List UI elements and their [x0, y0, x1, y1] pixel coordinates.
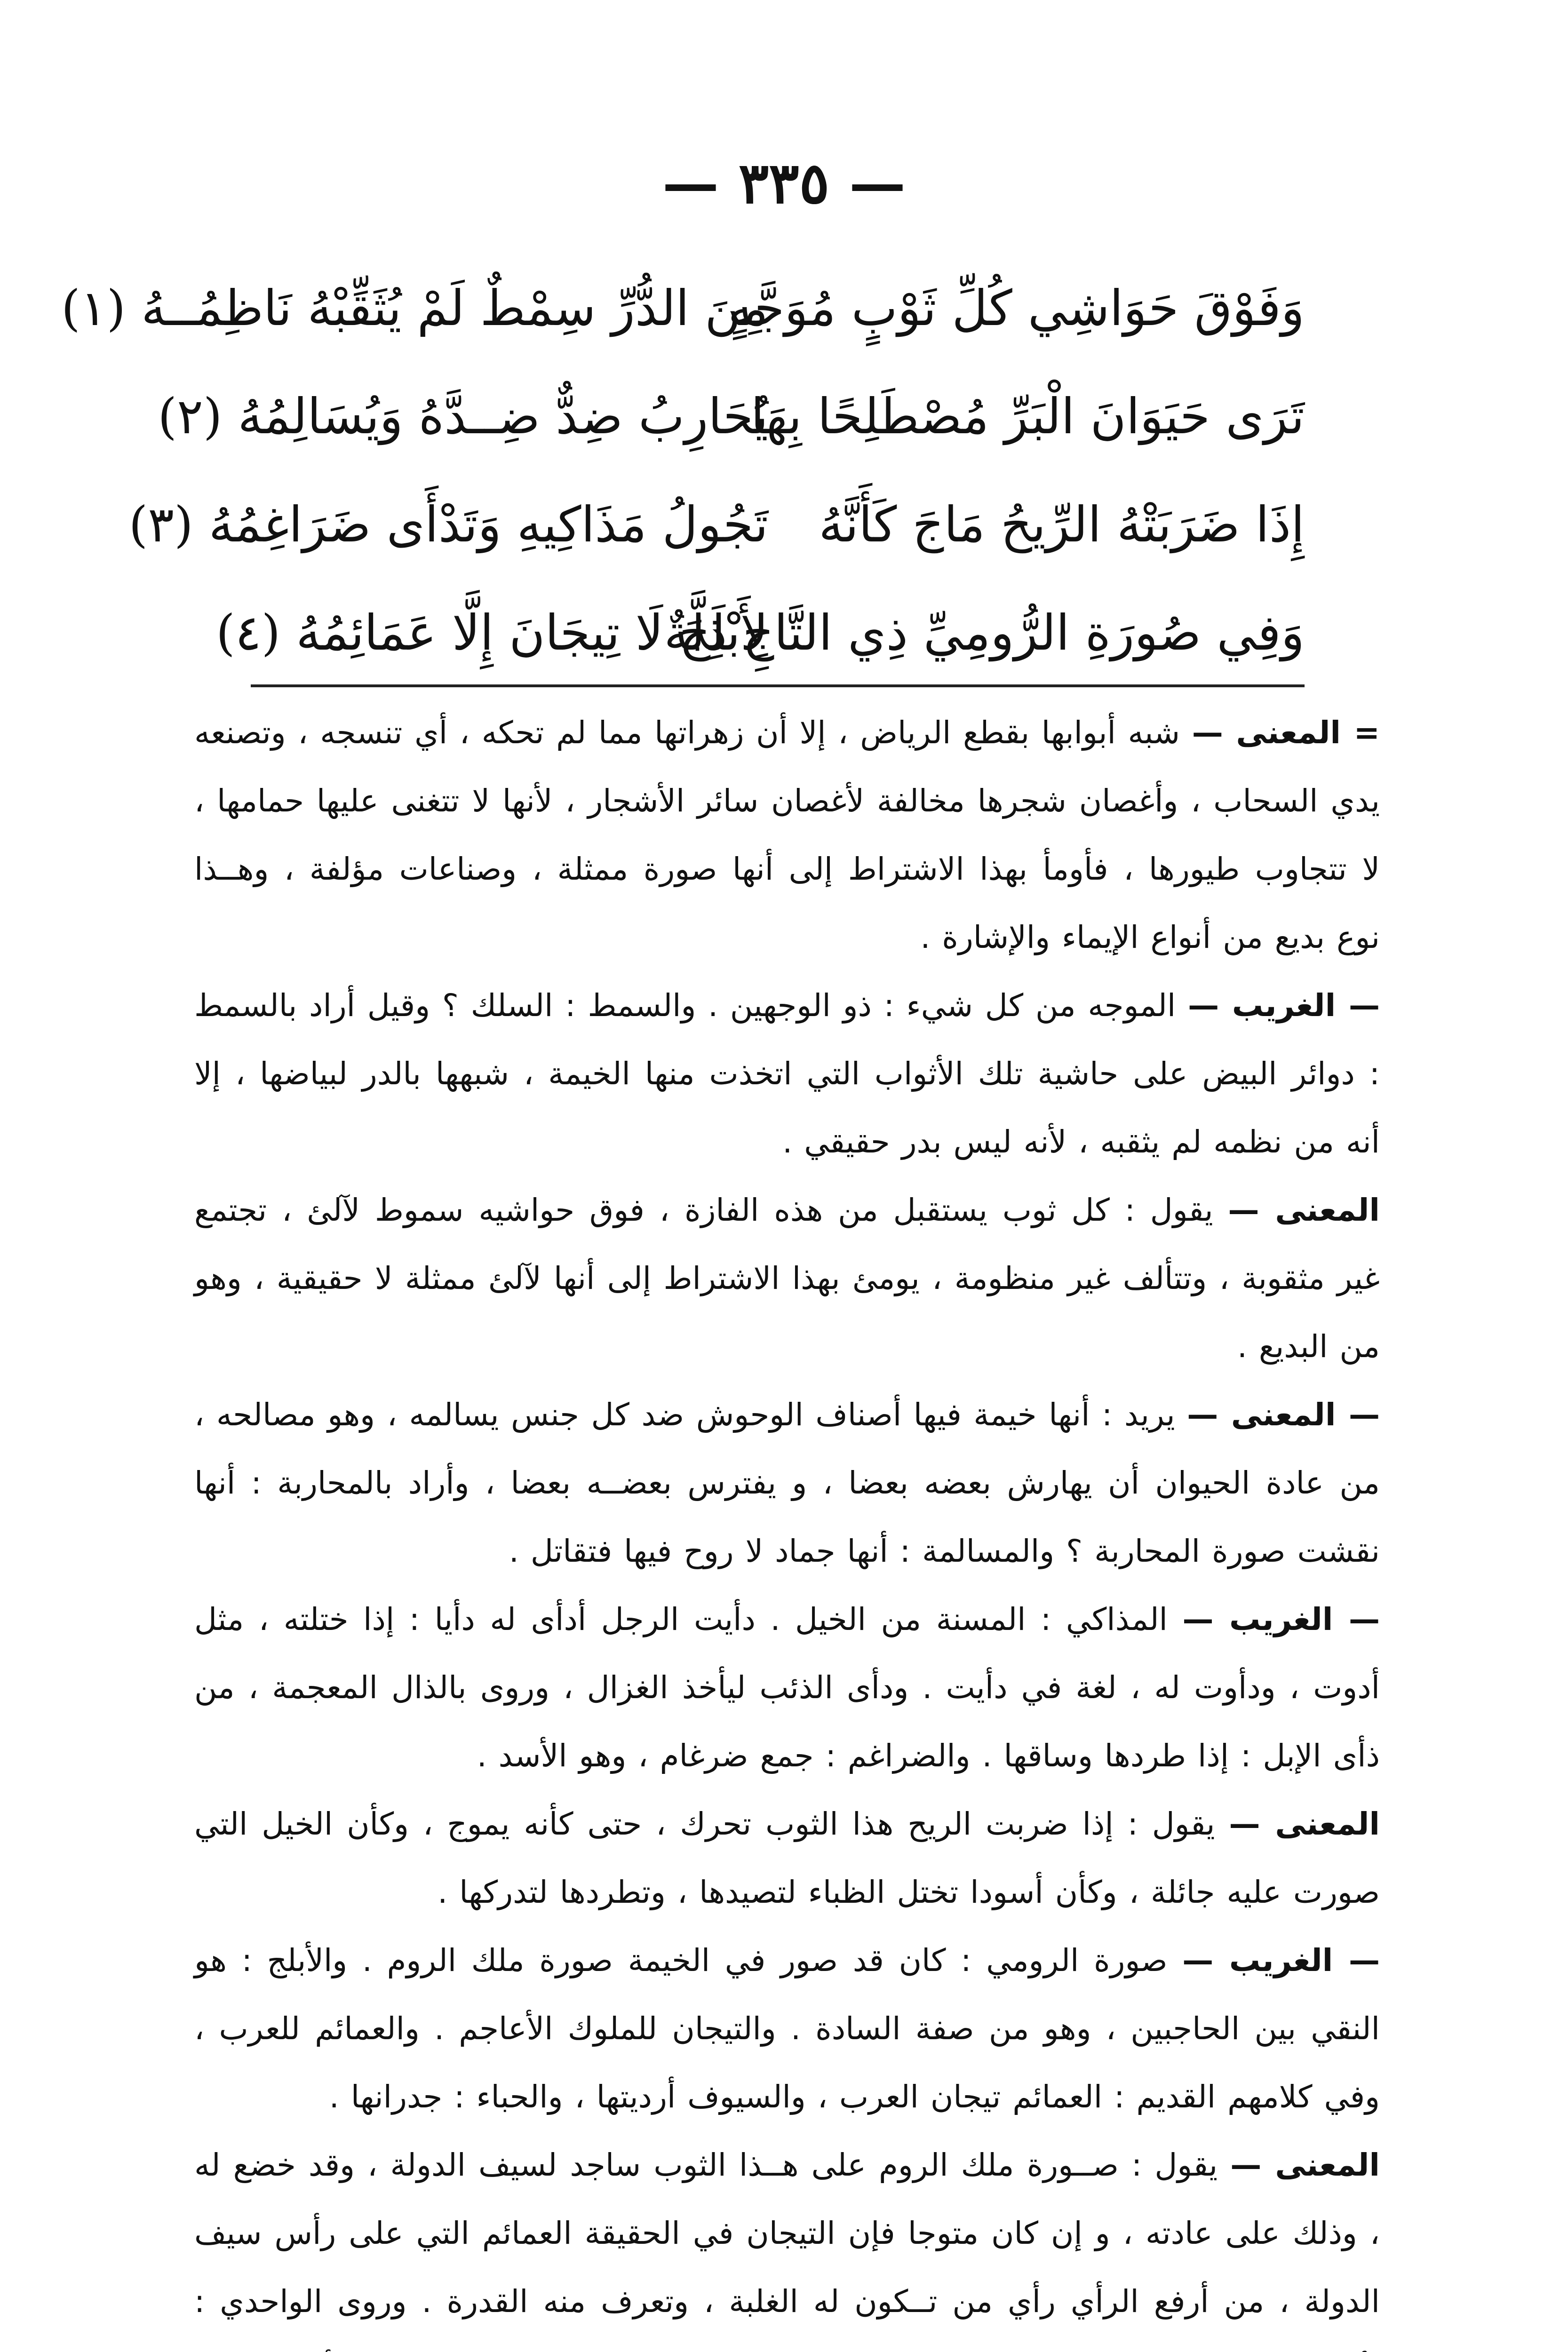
commentary-paragraph	[194, 1176, 1380, 1381]
paragraph-heading: المعنى —	[1228, 1192, 1380, 1228]
paragraph-heading: — الغريب —	[1182, 1601, 1380, 1637]
footnote-divider	[251, 684, 1305, 687]
paragraph-heading: — المعنى —	[1187, 1397, 1380, 1433]
verse-line	[158, 362, 1305, 470]
page-number: — ٣٣٥ —	[662, 150, 906, 216]
commentary-notes	[194, 699, 1380, 2352]
commentary-paragraph	[194, 1585, 1380, 1790]
commentary-paragraph	[194, 971, 1380, 1176]
paragraph-heading: — الغريب —	[1182, 1942, 1380, 1979]
commentary-paragraph	[194, 699, 1380, 971]
paragraph-text: يقول : صــورة ملك الروم على هــذا الثوب ساجد لسيف الدولة ، وقد خضع له ، وذلك على عادته ، و إن كان متوجا فإن التيجان في الحقيقة العمائم التي على رأس سيف الدولة ، من أرفع الرأي رأي من تــكون له الغلبة ، وتعرف منه القدرة . وروى الواحدي :	[194, 2147, 1380, 2320]
verse-second-hemistich: لِأَبْلَجَ لَا تِيجَانَ إِلَّا عَمَائِمُهُ (٤)	[216, 604, 768, 661]
verse-second-hemistich: يُحَارِبُ ضِدٌّ ضِــدَّهُ وَيُسَالِمُهُ (٢)	[158, 387, 768, 445]
paragraph-text: يقول : إذا ضربت الريح هذا الثوب تحرك ، حتى كأنه يموج ، وكأن الخيل التي صورت عليه جائلة ، وكأن أسودا تختل الظباء لتصيدها ، وتطردها لتدركها .	[194, 1806, 1380, 1910]
paragraph-text: شبه أبوابها بقطع الرياض ، إلا أن زهراتها مما لم تحكه ، أي تنسجه ، وتصنعه يدي السحاب ، وأغصان شجرها مخالفة لأغصان سائر الأشجار ، لأنها لا تتغنى عليها حمامها ، لا تتجاوب طيورها ، فأومأ بهذا الاشتراط إلى أنها صورة ممثلة ، وصناعات مؤلفة ، وهــذا نوع بديع من أنواع الإيماء والإشارة .	[194, 715, 1380, 955]
paragraph-heading: المعنى —	[1229, 1806, 1380, 1842]
verse-line	[61, 254, 1305, 362]
commentary-paragraph	[194, 1790, 1380, 1926]
verse-line	[216, 579, 1305, 687]
paragraph-heading: = المعنى —	[1192, 715, 1380, 751]
paragraph-text: الموجه من كل شيء : ذو الوجهين . والسمط : السلك ؟ وقيل أراد بالسمط : دوائر البيض على حاشية تلك الأثواب التي اتخذت منها الخيمة ، شبهها بالدر لبياضها ، إلا أنه من نظمه لم يثقبه ، لأنه ليس بدر حقيقي .	[194, 987, 1380, 1160]
verse-first-hemistich: إِذَا ضَرَبَتْهُ الرِّيحُ مَاجَ كَأَنَّهُ	[819, 495, 1305, 553]
paragraph-heading: — الغريب —	[1188, 987, 1380, 1024]
paragraph-text: صورة الرومي : كان قد صور في الخيمة صورة ملك الروم . والأبلج : هو النقي بين الحاجبين ، وهو من صفة السادة . والتيجان للملوك الأعاجم . والعمائم للعرب ، وفي كلامهم القديم : العمائم تيجان العرب ، والسيوف أرديتها ، والحباء : جدرانها .	[194, 1942, 1380, 2115]
verse-line	[128, 470, 1305, 579]
verse-second-hemistich: تَجُولُ مَذَاكِيهِ وَتَدْأَى ضَرَاغِمُهُ (٣)	[128, 495, 768, 553]
verse-first-hemistich: وَفَوْقَ حَوَاشِي كُلِّ ثَوْبٍ مُوَجَّهٍ	[728, 279, 1305, 337]
poem-verses	[61, 254, 1305, 687]
paragraph-text: يريد : أنها خيمة فيها أصناف الوحوش ضد كل جنس يسالمه ، وهو مصالحه ، من عادة الحيوان أن يهارش بعضه بعضا ، و يفترس بعضــه بعضا ، وأراد بالمحاربة : أنها نقشت صورة المحاربة ؟ والمسالمة : أنها جماد لا روح فيها فتقاتل .	[194, 1397, 1380, 1569]
paragraph-heading: المعنى —	[1230, 2147, 1380, 2183]
commentary-paragraph	[194, 1381, 1380, 1585]
verse-first-hemistich: وَفِي صُورَةِ الرُّومِيِّ ذِي التَّاجِ ذِلَّةٌ	[664, 604, 1305, 661]
commentary-paragraph	[194, 2131, 1380, 2352]
paragraph-text: المذاكي : المسنة من الخيل . دأيت الرجل أدأى له دأيا : إذا ختلته ، مثل أدوت ، ودأوت له ، لغة في دأيت . ودأى الذئب ليأخذ الغزال ، وروى بالذال المعجمة ، من ذأى الإبل : إذا طردها وساقها . والضراغم : جمع ضرغام ، وهو الأسد .	[194, 1601, 1380, 1774]
verse-first-hemistich: تَرَى حَيَوَانَ الْبَرِّ مُصْطَلِحًا بِهَا	[750, 387, 1305, 445]
verse-second-hemistich: مِنَ الدُّرِّ سِمْطٌ لَمْ يُثَقِّبْهُ نَاظِمُــهُ (١)	[61, 279, 768, 337]
paragraph-text: يقول : كل ثوب يستقبل من هذه الفازة ، فوق حواشيه سموط لآلئ ، تجتمع غير مثقوبة ، وتتألف غير منظومة ، يومئ بهذا الاشتراط إلى أنها لآلئ ممثلة لا حقيقية ، وهو من البديع .	[194, 1192, 1380, 1365]
commentary-paragraph	[194, 1926, 1380, 2131]
